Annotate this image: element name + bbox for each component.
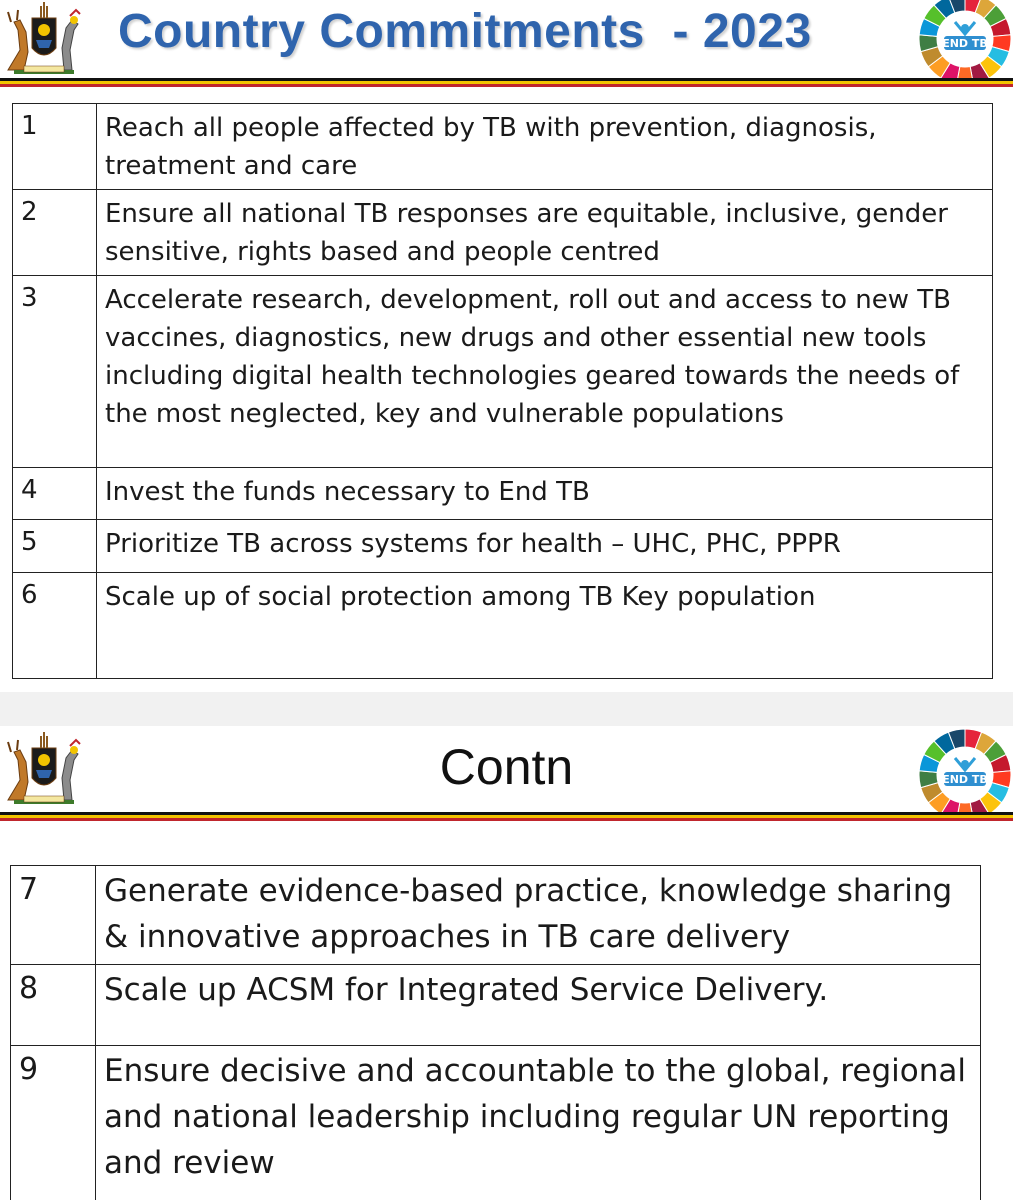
- row-number: 3: [13, 276, 97, 468]
- slide-continuation: [0, 726, 1013, 1200]
- slide-title: Country Commitments - 2023: [118, 5, 812, 58]
- row-text: Scale up ACSM for Integrated Service Delivery.: [96, 965, 981, 1046]
- row-number: 8: [11, 965, 96, 1046]
- commitments-table-continued: [10, 865, 981, 1200]
- uganda-coat-of-arms-logo: [2, 0, 86, 80]
- table-row: [13, 468, 993, 520]
- row-text: Accelerate research, development, roll out and access to new TB vaccines, diagnostics, new drugs and other essential new tools including digital health technologies geared towards the needs of the most neglected, key and vulnerable populations: [97, 276, 993, 468]
- slide-title: Contn: [439, 739, 574, 795]
- row-text: Ensure decisive and accountable to the global, regional and national leadership including regular UN reporting and review: [96, 1046, 981, 1200]
- end-tb-logo-text: END TB: [942, 773, 988, 786]
- end-tb-sdg-wheel-logo: [918, 728, 1012, 822]
- flag-color-rule: [0, 812, 1013, 821]
- row-number: 4: [13, 468, 97, 520]
- table-row: [11, 1046, 981, 1200]
- table-row: [13, 520, 993, 573]
- row-number: 2: [13, 190, 97, 276]
- flag-color-rule: [0, 78, 1013, 87]
- row-number: 1: [13, 104, 97, 190]
- row-text: Invest the funds necessary to End TB: [97, 468, 993, 520]
- end-tb-logo-text: END TB: [942, 37, 988, 50]
- row-number: 5: [13, 520, 97, 573]
- end-tb-sdg-wheel-logo: [918, 0, 1012, 86]
- row-text: Ensure all national TB responses are equitable, inclusive, gender sensitive, rights based and people centred: [97, 190, 993, 276]
- table-row: [13, 573, 993, 679]
- row-text: Generate evidence-based practice, knowledge sharing & innovative approaches in TB care delivery: [96, 866, 981, 965]
- row-text: Reach all people affected by TB with prevention, diagnosis, treatment and care: [97, 104, 993, 190]
- commitments-table: [12, 103, 993, 679]
- slide-separator: [0, 692, 1013, 726]
- table-row: [11, 965, 981, 1046]
- row-text: Prioritize TB across systems for health – UHC, PHC, PPPR: [97, 520, 993, 573]
- table-row: [13, 104, 993, 190]
- row-number: 6: [13, 573, 97, 679]
- row-text: Scale up of social protection among TB Key population: [97, 573, 993, 679]
- row-number: 9: [11, 1046, 96, 1200]
- table-row: [11, 866, 981, 965]
- table-row: [13, 190, 993, 276]
- row-number: 7: [11, 866, 96, 965]
- table-row: [13, 276, 993, 468]
